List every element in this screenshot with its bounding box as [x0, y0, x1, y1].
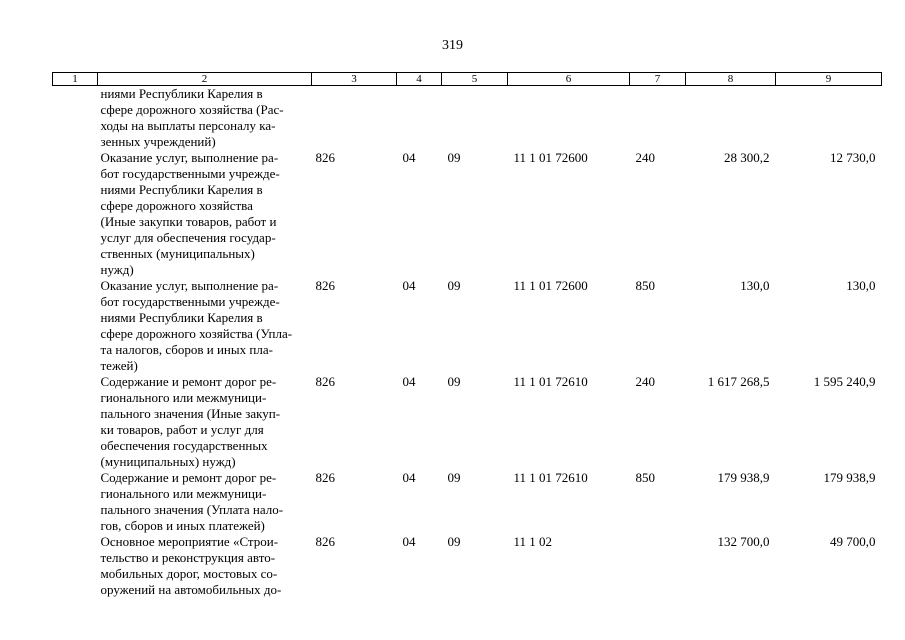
header-col-3: 3: [312, 73, 397, 86]
cell-name: [98, 86, 312, 151]
cell-name: [98, 470, 312, 534]
cell-col-1: [53, 470, 98, 534]
cell-expense-type: 240: [635, 374, 655, 389]
cell-admin-code: 826: [315, 374, 335, 389]
name-line: (муниципальных) нужд): [100, 454, 236, 469]
cell-admin-code: 826: [315, 470, 335, 485]
name-line: ниями Республики Карелия в: [100, 86, 263, 101]
cell-section: 04: [402, 534, 416, 549]
table-row: [53, 374, 882, 470]
name-line: тежей): [100, 358, 138, 373]
cell-section: 04: [402, 278, 416, 293]
budget-table: [52, 72, 882, 598]
header-col-8: 8: [686, 73, 776, 86]
cell-amount-1: [686, 86, 776, 151]
cell-subsection: [442, 86, 508, 151]
name-line: (Иные закупки товаров, работ и: [100, 214, 277, 229]
header-col-1: 1: [53, 73, 98, 86]
name-line: гов, сборов и иных платежей): [100, 518, 265, 533]
cell-col-1: [53, 534, 98, 598]
cell-col-1: [53, 278, 98, 374]
name-line: Оказание услуг, выполнение ра-: [100, 278, 279, 293]
table-row: [53, 150, 882, 278]
cell-name: [98, 374, 312, 470]
cell-subsection: 09: [447, 150, 461, 165]
cell-amount-2: 179 938,9: [823, 470, 876, 485]
name-line: ниями Республики Карелия в: [100, 182, 263, 197]
cell-col-1: [53, 374, 98, 470]
cell-admin-code: [312, 86, 397, 151]
cell-name: [98, 278, 312, 374]
name-line: сфере дорожного хозяйства (Упла-: [100, 326, 293, 341]
cell-expense-type: 850: [635, 470, 655, 485]
name-line: сфере дорожного хозяйства (Рас-: [100, 102, 284, 117]
name-line: нужд): [100, 262, 134, 277]
cell-col-1: [53, 150, 98, 278]
name-line: ственных (муниципальных): [100, 246, 255, 261]
name-line: бот государственными учрежде-: [100, 166, 280, 181]
cell-target-article: 11 1 01 72600: [513, 150, 588, 165]
cell-target-article: 11 1 01 72610: [513, 374, 588, 389]
table-row: [53, 470, 882, 534]
cell-admin-code: 826: [315, 150, 335, 165]
cell-amount-1: 179 938,9: [717, 470, 770, 485]
cell-expense-type: [630, 534, 686, 598]
name-line: сфере дорожного хозяйства: [100, 198, 253, 213]
name-line: обеспечения государственных: [100, 438, 268, 453]
cell-admin-code: 826: [315, 534, 335, 549]
name-line: зенных учреждений): [100, 134, 216, 149]
cell-subsection: 09: [447, 374, 461, 389]
name-line: гионального или межмуници-: [100, 390, 267, 405]
table-row: [53, 86, 882, 151]
cell-expense-type: [630, 86, 686, 151]
cell-expense-type: 850: [635, 278, 655, 293]
header-col-4: 4: [397, 73, 442, 86]
name-line: оружений на автомобильных до-: [100, 582, 282, 597]
name-line: ходы на выплаты персоналу ка-: [100, 118, 276, 133]
name-line: ниями Республики Карелия в: [100, 310, 263, 325]
cell-section: [397, 86, 442, 151]
cell-name: [98, 150, 312, 278]
header-col-9: 9: [776, 73, 882, 86]
name-line: Оказание услуг, выполнение ра-: [100, 150, 279, 165]
cell-amount-1: 132 700,0: [717, 534, 770, 549]
cell-amount-2: 12 730,0: [830, 150, 876, 165]
cell-amount-1: 130,0: [740, 278, 770, 293]
table-body: [53, 86, 882, 599]
name-line: Содержание и ремонт дорог ре-: [100, 470, 277, 485]
name-line: ки товаров, работ и услуг для: [100, 422, 264, 437]
cell-amount-2: 130,0: [846, 278, 876, 293]
name-line: услуг для обеспечения государ-: [100, 230, 276, 245]
cell-target-article: 11 1 02: [513, 534, 553, 549]
name-line: пального значения (Иные закуп-: [100, 406, 281, 421]
cell-name: [98, 534, 312, 598]
cell-amount-1: 1 617 268,5: [707, 374, 770, 389]
name-line: гионального или межмуници-: [100, 486, 267, 501]
header-row: [53, 73, 882, 86]
name-line: мобильных дорог, мостовых со-: [100, 566, 278, 581]
cell-amount-2: 1 595 240,9: [813, 374, 876, 389]
cell-target-article: 11 1 01 72600: [513, 278, 588, 293]
name-line: бот государственными учрежде-: [100, 294, 280, 309]
cell-section: 04: [402, 374, 416, 389]
cell-amount-1: 28 300,2: [724, 150, 770, 165]
page-number: 319: [442, 38, 463, 53]
cell-amount-2: [776, 86, 882, 151]
table-row: [53, 278, 882, 374]
cell-col-1: [53, 86, 98, 151]
name-line: Содержание и ремонт дорог ре-: [100, 374, 277, 389]
name-line: пального значения (Уплата нало-: [100, 502, 284, 517]
cell-subsection: 09: [447, 278, 461, 293]
table-header: [53, 73, 882, 86]
header-col-7: 7: [630, 73, 686, 86]
table-row: [53, 534, 882, 598]
cell-section: 04: [402, 150, 416, 165]
cell-target-article: 11 1 01 72610: [513, 470, 588, 485]
cell-admin-code: 826: [315, 278, 335, 293]
name-line: тельство и реконструкция авто-: [100, 550, 276, 565]
cell-subsection: 09: [447, 470, 461, 485]
header-col-2: 2: [98, 73, 312, 86]
header-col-6: 6: [508, 73, 630, 86]
cell-amount-2: 49 700,0: [830, 534, 876, 549]
cell-target-article: [508, 86, 630, 151]
header-col-5: 5: [442, 73, 508, 86]
cell-expense-type: 240: [635, 150, 655, 165]
name-line: Основное мероприятие «Строи-: [100, 534, 279, 549]
name-line: та налогов, сборов и иных пла-: [100, 342, 273, 357]
cell-subsection: 09: [447, 534, 461, 549]
cell-section: 04: [402, 470, 416, 485]
